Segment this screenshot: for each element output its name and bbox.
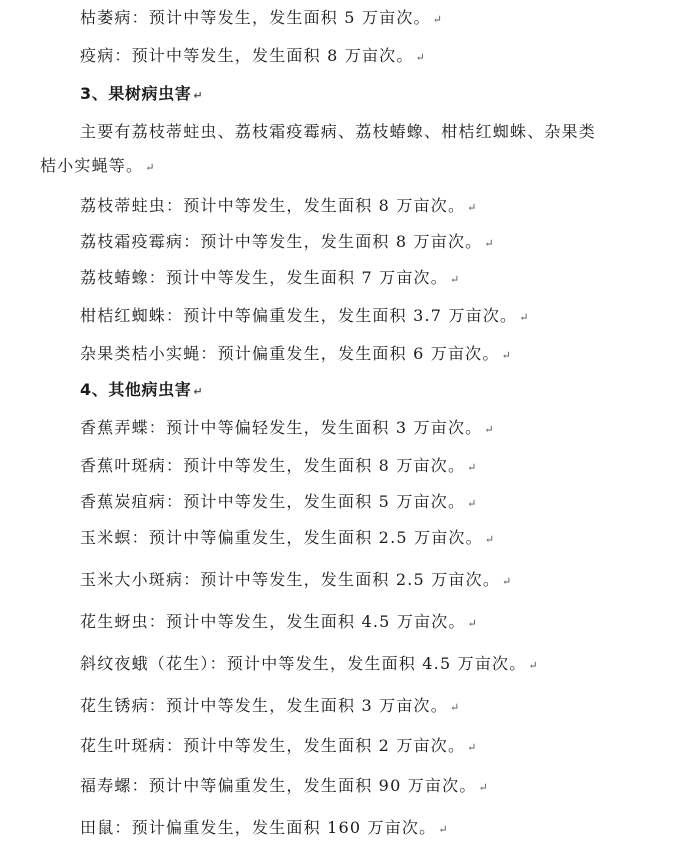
paragraph-mark-icon: ↵ bbox=[193, 89, 203, 102]
text-line bbox=[80, 232, 494, 254]
line-text: 玉米螟：预计中等偏重发生，发生面积 2.5 万亩次。 bbox=[80, 528, 483, 547]
paragraph-mark-icon: ↵ bbox=[449, 273, 460, 286]
paragraph-mark-icon: ↵ bbox=[432, 13, 442, 26]
text-line bbox=[80, 528, 494, 550]
line-text: 花生锈病：预计中等发生，发生面积 3 万亩次。 bbox=[80, 696, 448, 715]
paragraph-mark-icon: ↵ bbox=[449, 701, 460, 714]
text-line bbox=[80, 736, 476, 758]
line-text: 荔枝蝽蟓：预计中等发生，发生面积 7 万亩次。 bbox=[80, 268, 448, 287]
section-heading bbox=[80, 84, 203, 106]
text-line bbox=[80, 654, 538, 676]
paragraph-mark-icon: ↵ bbox=[484, 237, 494, 250]
paragraph-mark-icon: ↵ bbox=[467, 497, 477, 510]
line-text: 田鼠：预计偏重发生，发生面积 160 万亩次。 bbox=[80, 818, 437, 837]
text-line bbox=[80, 612, 477, 634]
text-line bbox=[80, 8, 442, 30]
paragraph-mark-icon: ↵ bbox=[415, 51, 425, 64]
line-text: 桔小实蝇等。 bbox=[40, 156, 144, 175]
text-line-continuation bbox=[40, 156, 154, 178]
text-line bbox=[80, 268, 459, 290]
text-line bbox=[80, 818, 448, 840]
line-text: 荔枝霜疫霉病：预计中等发生，发生面积 8 万亩次。 bbox=[80, 232, 483, 251]
paragraph-mark-icon: ↵ bbox=[145, 161, 155, 174]
line-text: 香蕉弄蝶：预计中等偏轻发生，发生面积 3 万亩次。 bbox=[80, 418, 483, 437]
paragraph-mark-icon: ↵ bbox=[501, 349, 511, 362]
text-line bbox=[80, 196, 476, 218]
text-line bbox=[80, 418, 494, 440]
text-line bbox=[80, 570, 511, 592]
paragraph-mark-icon: ↵ bbox=[528, 659, 538, 672]
paragraph-mark-icon: ↵ bbox=[193, 385, 203, 398]
text-line bbox=[80, 456, 476, 478]
text-line bbox=[80, 46, 425, 68]
line-text: 香蕉叶斑病：预计中等发生，发生面积 8 万亩次。 bbox=[80, 456, 466, 475]
paragraph-mark-icon: ↵ bbox=[438, 823, 448, 836]
line-text: 斜纹夜蛾（花生）：预计中等发生，发生面积 4.5 万亩次。 bbox=[80, 654, 527, 673]
paragraph-mark-icon: ↵ bbox=[502, 575, 512, 588]
heading-text: 4、其他病虫害 bbox=[80, 380, 192, 399]
line-text: 玉米大小斑病：预计中等发生，发生面积 2.5 万亩次。 bbox=[80, 570, 501, 589]
text-line bbox=[80, 344, 511, 366]
line-text: 主要有荔枝蒂蛀虫、荔枝霜疫霉病、荔枝蝽蟓、柑桔红蜘蛛、杂果类 bbox=[80, 122, 597, 141]
paragraph-mark-icon: ↵ bbox=[467, 617, 477, 630]
line-text: 福寿螺：预计中等偏重发生，发生面积 90 万亩次。 bbox=[80, 776, 477, 795]
section-heading bbox=[80, 380, 203, 402]
line-text: 枯萎病：预计中等发生，发生面积 5 万亩次。 bbox=[80, 8, 431, 27]
line-text: 荔枝蒂蛀虫：预计中等发生，发生面积 8 万亩次。 bbox=[80, 196, 466, 215]
text-line bbox=[80, 696, 459, 718]
text-line bbox=[80, 306, 528, 328]
paragraph-mark-icon: ↵ bbox=[484, 423, 494, 436]
paragraph-mark-icon: ↵ bbox=[467, 201, 477, 214]
paragraph-mark-icon: ↵ bbox=[484, 533, 495, 546]
line-text: 花生叶斑病：预计中等发生，发生面积 2 万亩次。 bbox=[80, 736, 466, 755]
paragraph-mark-icon: ↵ bbox=[478, 781, 488, 794]
line-text: 柑桔红蜘蛛：预计中等偏重发生，发生面积 3.7 万亩次。 bbox=[80, 306, 518, 325]
text-line bbox=[80, 776, 488, 798]
line-text: 香蕉炭疽病：预计中等发生，发生面积 5 万亩次。 bbox=[80, 492, 466, 511]
line-text: 疫病：预计中等发生，发生面积 8 万亩次。 bbox=[80, 46, 414, 65]
line-text: 杂果类桔小实蝇：预计偏重发生，发生面积 6 万亩次。 bbox=[80, 344, 500, 363]
paragraph-mark-icon: ↵ bbox=[467, 461, 477, 474]
paragraph-mark-icon: ↵ bbox=[519, 311, 529, 324]
text-line bbox=[80, 492, 476, 514]
paragraph-mark-icon: ↵ bbox=[467, 741, 477, 754]
text-line bbox=[80, 122, 596, 142]
line-text: 花生蚜虫：预计中等发生，发生面积 4.5 万亩次。 bbox=[80, 612, 466, 631]
heading-text: 3、果树病虫害 bbox=[80, 84, 192, 103]
